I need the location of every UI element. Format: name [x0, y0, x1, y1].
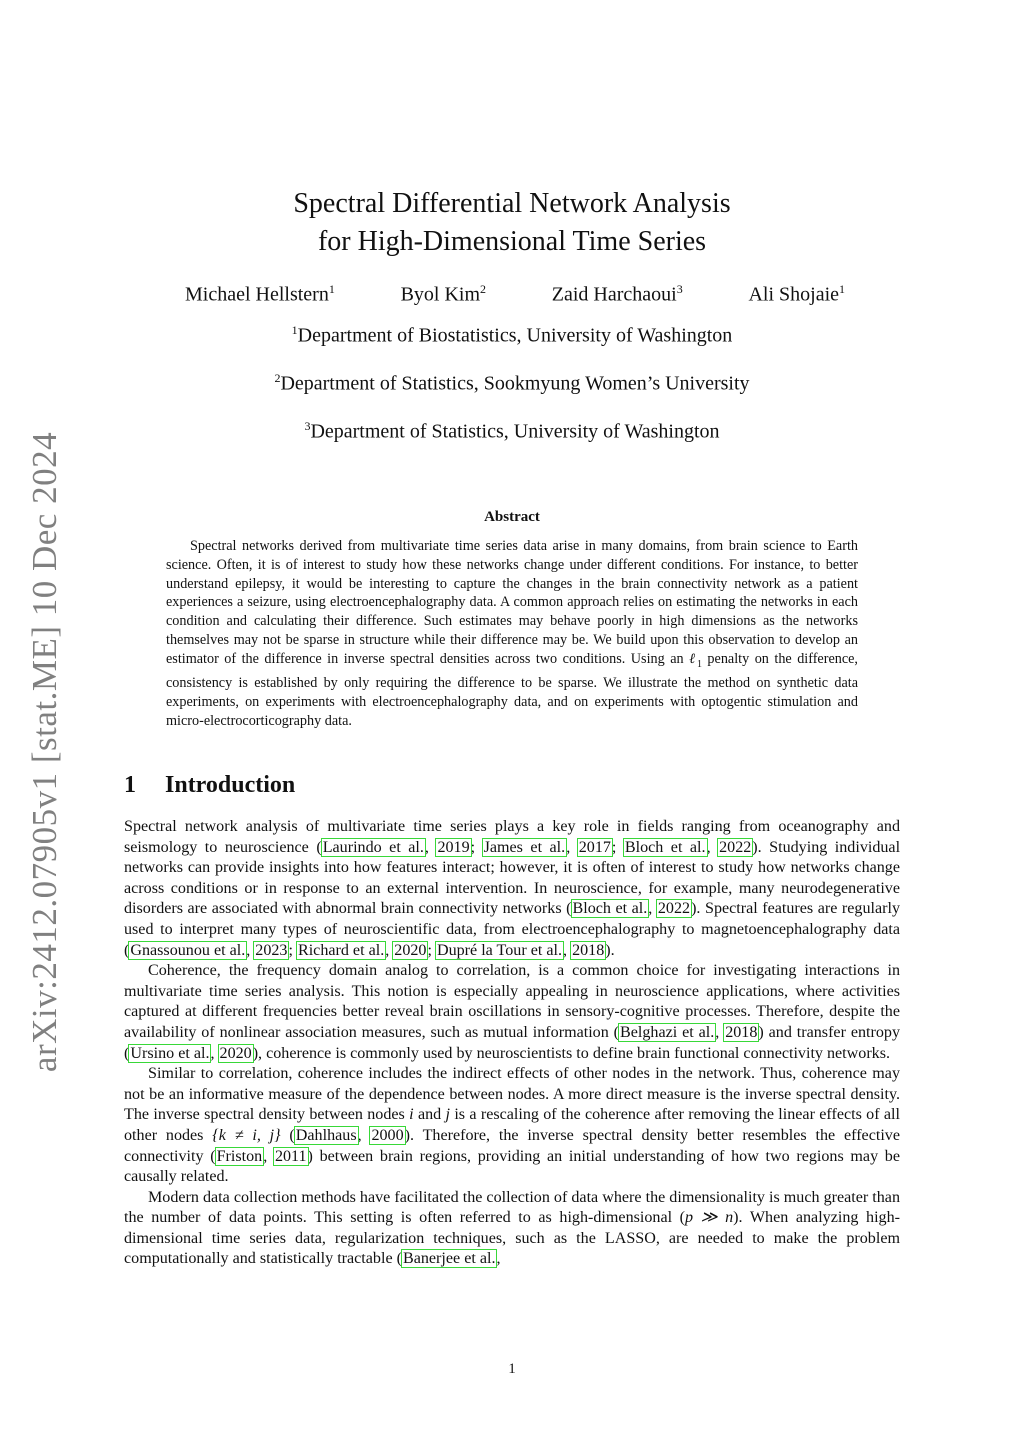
- citation-link[interactable]: Bloch et al.: [572, 900, 648, 918]
- citation-link[interactable]: Belghazi et al.: [620, 1023, 715, 1041]
- author-list: [185, 282, 845, 307]
- citation-link[interactable]: 2022: [719, 838, 752, 856]
- text-run: ) and transfer entropy (: [124, 1023, 900, 1062]
- text-run: ). Studying individual networks can provide insights into how features interact; however, it is often of interest to study how networks change across conditions or in response to an external intervention. In neuroscience, for example, many neurodegenerative disorders are associated with abnormal brain connectivity networks (: [124, 838, 901, 918]
- arxiv-watermark: arXiv:2412.07905v1 [stat.ME] 10 Dec 2024: [25, 431, 64, 1073]
- author-name: Michael Hellstern: [185, 283, 329, 306]
- author: [748, 282, 845, 307]
- text-run: is a rescaling of the coherence after removing the linear effects of all other nodes: [124, 1106, 900, 1144]
- title-line-2: for High-Dimensional Time Series: [317, 226, 707, 257]
- abstract-text: Spectral networks derived from multivariate time series data arise in many domains, from brain science to Earth science. Often, it is of interest to study how these networks change under different conditions. For instance, to better understand epilepsy, it would be interesting to capture the changes in the brain connectivity network as a patient experiences a seizure, using electroencephalography data. A common approach relies on estimating the networks in each condition and calculating their difference. Such estimates may behave poorly in high dimensions as the networks themselves may not be sparse in structure while their difference may be. We build upon this observation to develop an estimator of the difference in inverse spectral densities across two conditions. Using an: [166, 538, 858, 667]
- abstract-body: [166, 537, 858, 731]
- text-run: Modern data collection methods have facilitated the collection of data where the dimensionality is much greater than the number of data points. This setting is often referred to as high-dimensional (: [124, 1188, 900, 1227]
- author-affiliation-mark: 1: [839, 282, 845, 296]
- author-affiliation-mark: 3: [676, 282, 683, 296]
- affiliation-number: 1: [291, 323, 298, 337]
- math-j: j: [445, 1106, 450, 1124]
- citation-link[interactable]: Gnassounou et al.: [130, 941, 246, 959]
- affiliation: [0, 419, 1024, 444]
- text-run: ), coherence is commonly used by neuroscientists to define brain functional connectivity networks.: [252, 1044, 891, 1062]
- text-run: Similar to correlation, coherence includes the indirect effects of other nodes in the network. Thus, coherence may not be an informative measure of the dependence between nodes. A more direct measure is the inverse spectral density. The inverse spectral density between nodes: [124, 1065, 900, 1124]
- text-run: and: [413, 1106, 446, 1124]
- citation-link[interactable]: Ursino et al.: [130, 1044, 210, 1062]
- citation-link[interactable]: 2017: [578, 838, 611, 856]
- paragraph: Spectral network analysis of multivariate time series plays a key role in fields ranging from oceanography and seismology to neuroscience (Laurindo et al., 2019; James et al., 2017; Bloch et al., 2022). Studying individual networks can provide insights into how features interact; however, it is often of interest to study how networks change across conditions or in response to an external intervention. In neuroscience, for example, many neurodegenerative disorders are associated with abnormal brain connectivity networks (Bloch et al., 2022). Spectral features are regularly used to interpret many types of neuroscientific data, from electroencephalography to magnetoencephalography data (Gnassounou et al., 2023; Richard et al., 2020; Dupré la Tour et al., 2018).: [124, 818, 901, 959]
- citation-link[interactable]: 2020: [219, 1044, 252, 1062]
- author: [401, 282, 486, 307]
- math-subscript: 1: [696, 658, 702, 670]
- page-number: 1: [508, 1361, 516, 1377]
- section-title: Introduction: [165, 772, 296, 798]
- title-line-1: Spectral Differential Network Analysis: [293, 188, 731, 219]
- citation-link[interactable]: 2018: [572, 941, 605, 959]
- citation-link[interactable]: Dahlhaus: [295, 1126, 357, 1144]
- text-run: ). Therefore, the inverse spectral density better resembles the effective connectivity (: [124, 1126, 900, 1165]
- text-run: Spectral network analysis of multivariate time series plays a key role in fields ranging from oceanography and seismology to neuroscience (: [124, 818, 900, 856]
- paragraph: Modern data collection methods have facilitated the collection of data where the dimensionality is much greater than the number of data points. This setting is often referred to as high-dimensional (p ≫ n). When analyzing high-dimensional time series data, regularization techniques, such as the LASSO, are needed to make the problem computationally and statistically tractable (Banerjee et al.,: [124, 1188, 900, 1268]
- text-run: (: [280, 1126, 295, 1144]
- citation-link[interactable]: Richard et al.: [297, 941, 385, 959]
- affiliation: [0, 371, 1024, 396]
- math-p-gg-n: p ≫ n: [685, 1209, 734, 1227]
- text-run: ). Spectral features are regularly used to interpret many types of neuroscientific data, from electroencephalography to magnetoencephalography data (: [124, 900, 901, 959]
- author-name: Zaid Harchaoui: [551, 283, 677, 306]
- affiliation: [0, 323, 1024, 348]
- abstract-text: penalty on the difference, consistency is established by only requiring the difference to be sparse. We illustrate the method on synthetic data experiments, on experiments with electroencephalography data, and on experiments with optogentic stimulation and micro-electrocorticography data.: [166, 650, 858, 729]
- paper-title: [0, 185, 1024, 261]
- affiliation-text: Department of Statistics, Sookmyung Women’s University: [280, 372, 750, 395]
- text-run: ). When analyzing high-dimensional time series data, regularization techniques, such as the LASSO, are needed to make the problem computationally and statistically tractable (: [124, 1209, 900, 1268]
- citation-link[interactable]: Dupré la Tour et al.: [436, 941, 563, 959]
- affiliation-text: Department of Statistics, University of Washington: [310, 420, 720, 443]
- author: [552, 282, 683, 307]
- section-heading: [124, 772, 295, 799]
- author-name: Byol Kim: [400, 283, 481, 306]
- citation-link[interactable]: 2020: [394, 941, 427, 959]
- citation-link[interactable]: 2018: [725, 1023, 758, 1041]
- citation-link[interactable]: Bloch et al.: [624, 838, 706, 856]
- citation-link[interactable]: 2011: [274, 1147, 307, 1165]
- text-run: ).: [605, 941, 615, 959]
- section-number: 1: [124, 772, 136, 798]
- text-run: Coherence, the frequency domain analog to correlation, is a common choice for investigating interactions in multivariate time series analysis. This notion is especially appealing in neuroscience applications, where activities captured at different frequencies better reveal brain oscillations in sensory-cognitive processes. Therefore, despite the availability of nonlinear association measures, such as mutual information (: [124, 962, 900, 1041]
- author-affiliation-mark: 1: [328, 282, 335, 296]
- author: [185, 282, 335, 307]
- citation-link[interactable]: Laurindo et al.: [322, 838, 424, 856]
- affiliation-number: 3: [304, 419, 311, 433]
- abstract-paragraph: [166, 537, 858, 731]
- affiliation-text: Department of Biostatistics, University of Washington: [297, 324, 733, 347]
- paragraph: Coherence, the frequency domain analog to correlation, is a common choice for investigating interactions in multivariate time series analysis. This notion is especially appealing in neuroscience applications, where activities captured at different frequencies better reveal brain oscillations in sensory-cognitive processes. Therefore, despite the availability of nonlinear association measures, such as mutual information (Belghazi et al., 2018) and transfer entropy (Ursino et al., 2020), coherence is commonly used by neuroscientists to define brain functional connectivity networks.: [124, 962, 900, 1062]
- abstract-heading: Abstract: [484, 509, 540, 525]
- citation-link[interactable]: James et al.: [483, 838, 566, 856]
- body-text: [124, 817, 900, 1270]
- citation-link[interactable]: Friston: [216, 1147, 263, 1165]
- citation-link[interactable]: 2000: [371, 1126, 404, 1144]
- text-run: ) between brain regions, providing an initial understanding of how two regions may be causally related.: [124, 1147, 901, 1186]
- citation-link[interactable]: Banerjee et al.: [402, 1250, 496, 1268]
- citation-link[interactable]: 2019: [437, 838, 470, 856]
- math-ell: ℓ: [689, 650, 697, 667]
- citation-link[interactable]: 2023: [255, 941, 288, 959]
- paragraph: Similar to correlation, coherence includes the indirect effects of other nodes in the network. Thus, coherence may not be an informative measure of the dependence between nodes. A more direct measure is the inverse spectral density. The inverse spectral density between nodes i and j is a rescaling of the coherence after removing the linear effects of all other nodes {k ≠ i, j} (Dahlhaus, 2000). Therefore, the inverse spectral density better resembles the effective connectivity (Friston, 2011) between brain regions, providing an initial understanding of how two regions may be causally related.: [124, 1065, 901, 1186]
- math-i: i: [409, 1106, 414, 1124]
- author-name: Ali Shojaie: [748, 283, 839, 306]
- affiliation-number: 2: [274, 371, 281, 385]
- citation-link[interactable]: 2022: [657, 900, 691, 918]
- author-affiliation-mark: 2: [480, 282, 487, 296]
- math-set: {k ≠ i, j}: [212, 1126, 281, 1144]
